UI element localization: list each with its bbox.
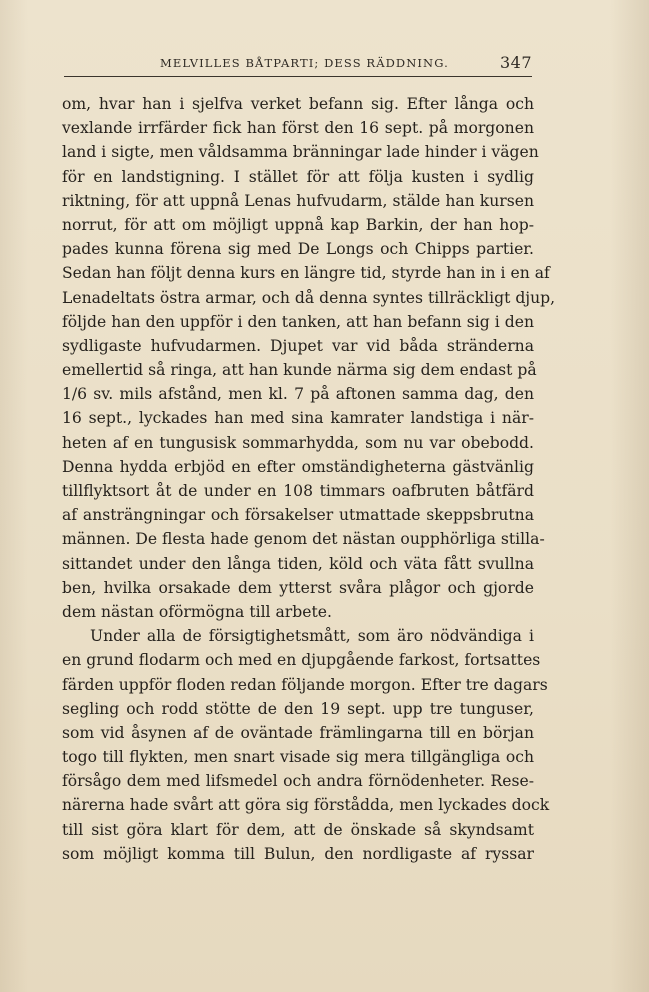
text-line: om, hvar han i sjelfva verket befann sig. Efter långa och [62,95,534,113]
text-line: en grund flodarm och med en djupgående farkost, fortsattes [62,651,541,670]
text-line: som möjligt komma till Bulun, den nordligaste af ryssar [62,844,534,863]
text-line: 1/6 sv. mils afstånd, men kl. 7 på aftonen samma dag, den [62,385,534,404]
text-line: följde han den uppför i den tanken, att han befann sig i den [62,312,534,331]
text-line: Denna hydda erbjöd en efter omständigheterna gästvänlig [62,457,534,476]
text-line: ben, hvilka orsakade dem ytterst svåra plågor och gjorde [62,578,534,597]
text-line: Lenadeltats östra armar, och då denna syntes tillräckligt djup, [62,288,556,307]
text-line: sydligaste hufvudarmen. Djupet var vid båda stränderna [62,336,534,355]
text-line: männen. De flesta hade genom det nästan oupphörliga stilla- [62,530,545,549]
text-line: pades kunna förena sig med De Longs och Chipps partier. [62,240,534,259]
running-head: MELVILLES BÅTPARTI; DESS RÄDDNING. [160,56,449,70]
text-line: närerna hade svårt att göra sig förstådda, men lyckades dock [62,796,550,815]
text-line: emellertid så ringa, att han kunde närma sig dem endast på [62,361,537,380]
text-line: riktning, för att uppnå Lenas hufvudarm, stälde han kursen [62,191,534,210]
text-line: af ansträngningar och försakelser utmattade skeppsbrutna [62,506,534,525]
body-text [62,92,556,866]
page-number: 347 [499,53,532,72]
text-line: 16 sept., lyckades han med sina kamrater landstiga i när- [62,409,534,428]
text-line: för en landstigning. I stället för att följa kusten i sydlig [62,167,534,186]
text-line: heten af en tungusisk sommarhydda, som nu var obebodd. [62,433,534,452]
text-line: togo till flykten, men snart visade sig mera tillgängliga och [62,748,534,767]
text-line: norrut, för att om möjligt uppnå kap Barkin, der han hop- [62,215,534,234]
text-line: vexlande irrfärder fick han först den 16 sept. på morgonen [62,119,534,138]
text-line: segling och rodd stötte de den 19 sept. upp tre tunguser, [62,699,534,718]
paragraph-end-line: dem nästan oförmögna till arbete. [62,602,332,621]
text-line: tillflyktsort åt de under en 108 timmars oafbruten båtfärd [62,482,534,500]
text-line: till sist göra klart för dem, att de önskade så skyndsamt [62,820,534,839]
text-line: Sedan han följt denna kurs en längre tid, styrde han in i en af [62,264,550,283]
text-line: som vid åsynen af de oväntade främlingarna till en början [62,723,534,742]
text-line: sittandet under den långa tiden, köld och väta fått svullna [62,554,534,573]
page-header [64,52,534,78]
text-line: försågo dem med lifsmedel och andra förnödenheter. Rese- [62,772,534,791]
text-line: land i sigte, men våldsamma bränningar lade hinder i vägen [62,143,539,162]
header-rule [64,76,532,77]
paragraph-start-line: Under alla de försigtighetsmått, som äro nödvändiga i [90,627,534,646]
text-line: färden uppför floden redan följande morgon. Efter tre dagars [62,675,548,694]
